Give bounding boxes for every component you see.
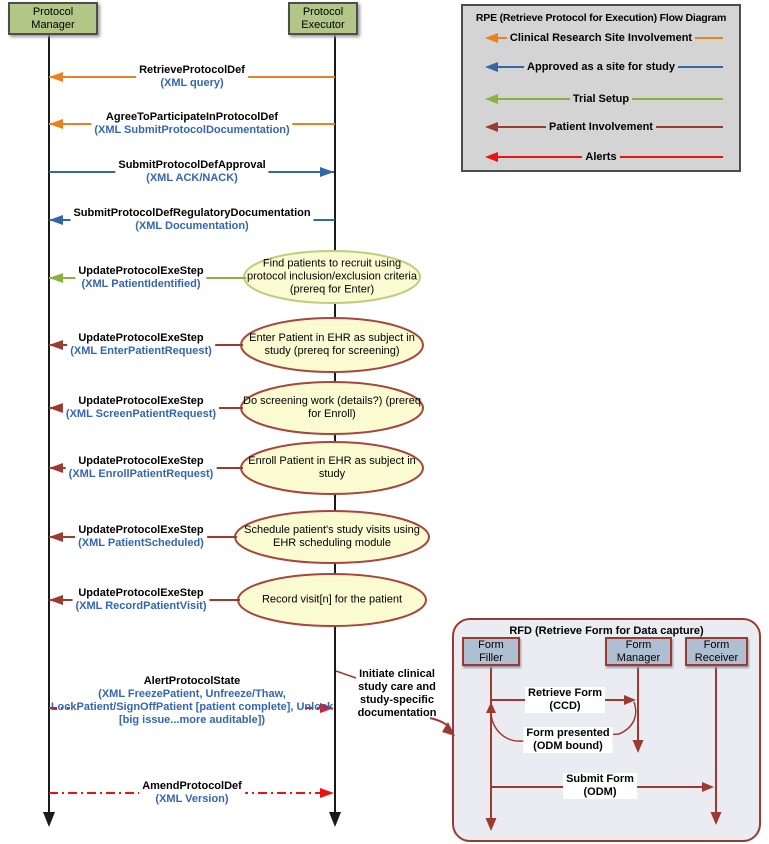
form-presented-curve-right: [619, 702, 636, 734]
message-detail: (XML ACK/NACK): [146, 172, 238, 184]
legend-item: [463, 93, 739, 105]
lifeline-executor-arrow-icon: [329, 812, 341, 827]
message-detail: (XML RecordPatientVisit): [75, 600, 207, 612]
message-detail: (XML FreezePatient, Unfreeze/Thaw, LockPatient/SignOffPatient [patient complete], Unlock [big issue...more auditable]): [50, 688, 334, 726]
oval-text-record-visit: Record visit[n] for the patient: [261, 593, 402, 606]
message-detail: (XML PatientIdentified): [81, 278, 201, 290]
message-alert-protocol-state: [43, 675, 341, 727]
legend: [461, 4, 741, 172]
legend-label: Patient Involvement: [546, 121, 656, 133]
message-detail: (XML EnrollPatientRequest): [68, 468, 214, 480]
message-title: SubmitProtocolDefApproval: [118, 159, 266, 171]
legend-label: Trial Setup: [570, 93, 632, 105]
message-title: UpdateProtocolExeStep: [78, 587, 204, 599]
legend-label: Alerts: [582, 151, 619, 163]
arrowhead-left-icon: [49, 403, 63, 413]
actor-form-receiver: [685, 637, 748, 666]
message-detail: (XML Version): [155, 793, 229, 805]
annotation-initiate-clinical: Initiate clinical study care and study-specific documentation: [357, 668, 437, 719]
lifeline-filler-arrow-icon: [486, 818, 497, 831]
arrowhead-left-icon: [49, 119, 63, 129]
actor-label: Protocol: [302, 5, 344, 18]
oval-text-enter-patient: Enter Patient in EHR as subject in study (prereq for screening): [249, 332, 415, 357]
arrowhead-right-icon: [320, 167, 334, 177]
message-detail: (XML ScreenPatientRequest): [65, 408, 217, 420]
oval-text-screening-work: Do screening work (details?) (prereq for Enroll): [243, 395, 421, 420]
legend-item: [463, 32, 739, 44]
message-title: AmendProtocolDef: [142, 780, 242, 792]
legend-item: [463, 121, 739, 133]
message-retrieve-protocol-def: [136, 64, 248, 90]
message-title: SubmitProtocolDefRegulatoryDocumentation: [73, 207, 311, 219]
message-detail: (XML EnterPatientRequest): [70, 345, 212, 357]
legend-label: Clinical Research Site Involvement: [507, 32, 695, 44]
message-agree-to-participate: [91, 111, 292, 137]
arrowhead-left-icon: [49, 463, 63, 473]
actor-label: Form: [625, 638, 652, 651]
message-detail: (ODM bound): [533, 740, 603, 752]
arrowhead-right-icon: [702, 782, 714, 792]
message-update-patient-scheduled: [75, 524, 207, 550]
message-detail: (XML query): [160, 77, 224, 89]
actor-form-manager: [605, 637, 672, 666]
message-title: UpdateProtocolExeStep: [78, 455, 204, 467]
message-retrieve-form: [525, 687, 605, 713]
message-title: AgreeToParticipateInProtocolDef: [105, 111, 279, 123]
legend-title: RPE (Retrieve Protocol for Execution) Flow Diagram: [475, 12, 727, 24]
actor-label: Manager: [31, 18, 75, 31]
message-title: RetrieveProtocolDef: [139, 64, 245, 76]
actor-protocol-manager: [8, 2, 98, 35]
message-submit-approval: [115, 159, 268, 185]
arrowhead-left-icon: [49, 273, 63, 283]
actor-label: Protocol: [32, 5, 74, 18]
arrowhead-left-icon: [49, 215, 63, 225]
message-detail: (XML SubmitProtocolDocumentation): [94, 124, 290, 136]
actor-label: Form: [478, 638, 504, 651]
message-detail: (XML Documentation): [135, 220, 249, 232]
oval-text-enroll-patient: Enroll Patient in EHR as subject in study: [248, 455, 416, 480]
actor-form-filler: [462, 637, 520, 666]
lifeline-manager-arrow-icon: [633, 740, 644, 753]
message-submit-form: [563, 773, 637, 799]
rfd-title: RFD (Retrieve Form for Data capture): [509, 625, 704, 637]
arrowhead-left-icon: [49, 595, 63, 605]
actor-label: Receiver: [694, 651, 739, 664]
actor-label: Executor: [301, 18, 345, 31]
lifeline-receiver-arrow-icon: [711, 812, 722, 825]
message-detail: (ODM): [583, 786, 617, 798]
message-update-record-visit: [72, 587, 209, 613]
actor-label: Form: [703, 638, 730, 651]
message-submit-regulatory-documentation: [70, 207, 313, 233]
arrowhead-left-icon: [49, 72, 63, 82]
message-update-enroll-patient: [66, 455, 217, 481]
message-title: UpdateProtocolExeStep: [78, 395, 204, 407]
legend-label: Approved as a site for study: [524, 61, 678, 73]
message-detail: (CCD): [549, 700, 581, 712]
oval-text-find-patients: Find patients to recruit using protocol inclusion/exclusion criteria (prereq for Enter): [247, 257, 417, 296]
message-update-enter-patient: [67, 332, 215, 358]
message-amend-protocol-def: [139, 780, 245, 806]
arrowhead-right-icon: [320, 788, 334, 798]
actor-label: Filler: [479, 651, 503, 664]
form-presented-curve-left: [491, 707, 523, 741]
message-title: AlertProtocolState: [143, 675, 241, 687]
message-title: UpdateProtocolExeStep: [78, 332, 204, 344]
message-title: Retrieve Form: [528, 687, 602, 699]
oval-text-schedule-visits: Schedule patient's study visits using EHR scheduling module: [244, 524, 420, 549]
message-title: UpdateProtocolExeStep: [78, 524, 204, 536]
actor-protocol-executor: [288, 2, 358, 35]
message-title: Form presented: [526, 727, 610, 739]
legend-item: [463, 61, 739, 73]
arrowhead-left-icon: [49, 340, 63, 350]
lifeline-manager-arrow-icon: [43, 812, 55, 827]
arrowhead-left-icon: [49, 532, 63, 542]
message-update-patient-identified: [75, 265, 206, 291]
actor-label: Manager: [616, 651, 661, 664]
message-form-presented: [523, 727, 612, 753]
message-update-screen-patient: [63, 395, 219, 421]
legend-item: [463, 151, 739, 163]
message-detail: (XML PatientScheduled): [78, 537, 204, 549]
message-title: UpdateProtocolExeStep: [78, 265, 204, 277]
message-title: Submit Form: [566, 773, 634, 785]
